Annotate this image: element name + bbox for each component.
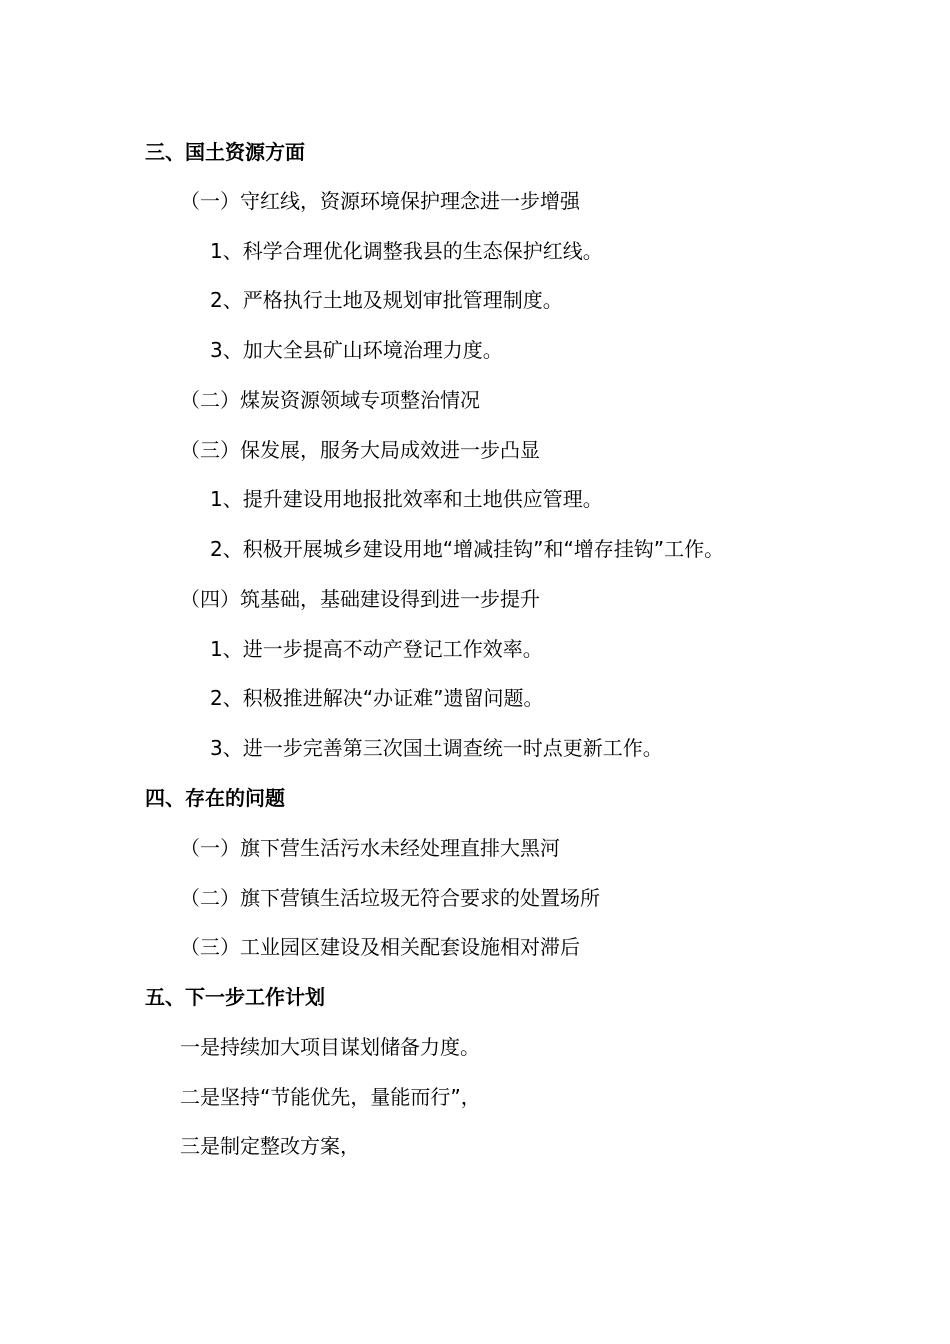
subsection-heading: （四）筑基础，基础建设得到进一步提升 — [180, 587, 540, 611]
list-item: 1、提升建设用地报批效率和土地供应管理。 — [210, 487, 603, 511]
list-item: 3、进一步完善第三次国土调查统一时点更新工作。 — [210, 736, 663, 760]
plan-item: 二是坚持“节能优先，量能而行”， — [180, 1085, 481, 1109]
subsection-heading: （二）旗下营镇生活垃圾无符合要求的处置场所 — [180, 886, 600, 910]
list-item: 3、加大全县矿山环境治理力度。 — [210, 338, 503, 362]
list-item: 2、严格执行土地及规划审批管理制度。 — [210, 288, 563, 312]
subsection-heading: （一）守红线，资源环境保护理念进一步增强 — [180, 189, 580, 213]
plan-item: 三是制定整改方案， — [180, 1134, 360, 1158]
subsection-heading: （二）煤炭资源领域专项整治情况 — [180, 388, 480, 412]
section-heading: 三、国土资源方面 — [145, 140, 305, 164]
list-item: 2、积极开展城乡建设用地“增减挂钩”和“增存挂钩”工作。 — [210, 537, 725, 561]
subsection-heading: （三）保发展，服务大局成效进一步凸显 — [180, 438, 540, 462]
list-item: 1、进一步提高不动产登记工作效率。 — [210, 637, 543, 661]
plan-item: 一是持续加大项目谋划储备力度。 — [180, 1035, 480, 1059]
subsection-heading: （三）工业园区建设及相关配套设施相对滞后 — [180, 935, 580, 959]
subsection-heading: （一）旗下营生活污水未经处理直排大黑河 — [180, 836, 560, 860]
section-heading: 五、下一步工作计划 — [145, 985, 325, 1009]
list-item: 2、积极推进解决“办证难”遗留问题。 — [210, 686, 544, 710]
section-heading: 四、存在的问题 — [145, 786, 285, 810]
list-item: 1、科学合理优化调整我县的生态保护红线。 — [210, 239, 603, 263]
